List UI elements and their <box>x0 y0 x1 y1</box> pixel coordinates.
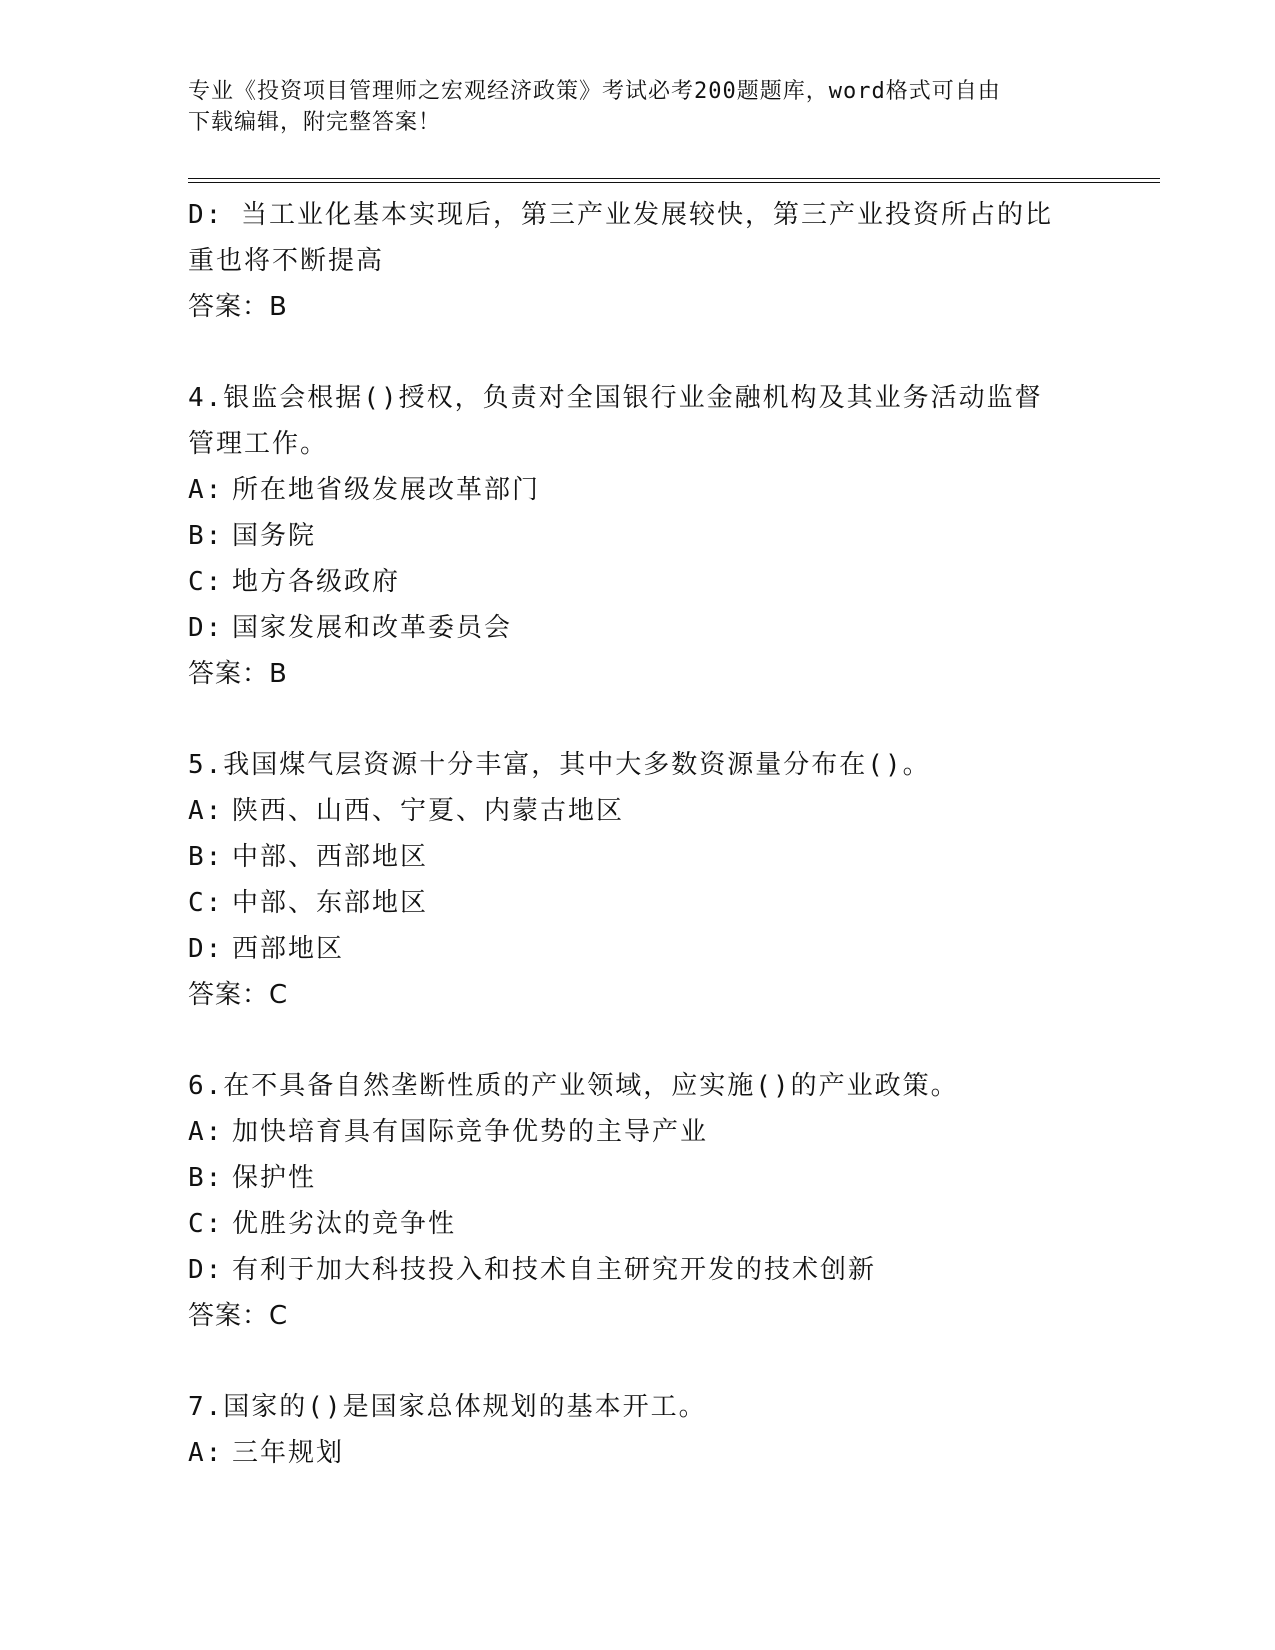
option-key: C: <box>188 567 224 597</box>
option-key: A: <box>188 1438 224 1468</box>
option-key: C: <box>188 1209 224 1239</box>
header-divider-bottom <box>188 182 1160 183</box>
question-stem-continued: 管理工作。 <box>188 429 329 459</box>
option-text: 三年规划 <box>232 1438 345 1468</box>
question-block-5 <box>188 742 1088 1018</box>
option-text: 有利于加大科技投入和技术自主研究开发的技术创新 <box>232 1255 877 1285</box>
option-d <box>188 605 1088 651</box>
option-a <box>188 788 1088 834</box>
option-key: D: <box>188 1255 224 1285</box>
answer-label: 答案：C <box>188 980 289 1010</box>
question-stem: 6.在不具备自然垄断性质的产业领域，应实施()的产业政策。 <box>188 1071 959 1101</box>
question-block-4 <box>188 375 1088 697</box>
question-block-6 <box>188 1063 1088 1339</box>
option-text: 优胜劣汰的竞争性 <box>232 1209 457 1239</box>
header-line-1: 专业《投资项目管理师之宏观经济政策》考试必考200题题库，word格式可自由 <box>188 79 1001 104</box>
option-d-line-2: 重也将不断提高 <box>188 246 385 276</box>
option-key: D: <box>188 934 224 964</box>
question-stem: 5.我国煤气层资源十分丰富，其中大多数资源量分布在()。 <box>188 750 931 780</box>
question-block-7 <box>188 1384 1088 1476</box>
option-d <box>188 1247 1088 1293</box>
answer-label: 答案：B <box>188 292 288 322</box>
option-text: 西部地区 <box>232 934 345 964</box>
document-header <box>188 76 1078 138</box>
option-b <box>188 1155 1088 1201</box>
option-text: 中部、东部地区 <box>232 888 429 918</box>
option-a <box>188 467 1088 513</box>
answer-label: 答案：C <box>188 1301 289 1331</box>
option-text: 保护性 <box>232 1163 317 1193</box>
option-key: A: <box>188 475 224 505</box>
option-b <box>188 834 1088 880</box>
option-key: D: <box>188 613 224 643</box>
option-a <box>188 1430 1088 1476</box>
question-block-3-tail <box>188 192 1088 330</box>
option-text: 国务院 <box>232 521 317 551</box>
option-a <box>188 1109 1088 1155</box>
option-key: A: <box>188 1117 224 1147</box>
answer-label: 答案：B <box>188 659 288 689</box>
option-key: C: <box>188 888 224 918</box>
option-text: 加快培育具有国际竞争优势的主导产业 <box>232 1117 709 1147</box>
option-text: 陕西、山西、宁夏、内蒙古地区 <box>232 796 625 826</box>
option-c <box>188 1201 1088 1247</box>
header-divider-top <box>188 178 1160 179</box>
option-text: 国家发展和改革委员会 <box>232 613 513 643</box>
option-d-line-1: D: 当工业化基本实现后，第三产业发展较快，第三产业投资所占的比 <box>188 200 1053 230</box>
question-stem: 7.国家的()是国家总体规划的基本开工。 <box>188 1392 707 1422</box>
option-b <box>188 513 1088 559</box>
option-d <box>188 926 1088 972</box>
option-c <box>188 559 1088 605</box>
option-c <box>188 880 1088 926</box>
question-stem: 4.银监会根据()授权，负责对全国银行业金融机构及其业务活动监督 <box>188 383 1043 413</box>
option-text: 地方各级政府 <box>232 567 401 597</box>
option-text: 中部、西部地区 <box>232 842 429 872</box>
question-list <box>188 192 1088 1476</box>
option-key: A: <box>188 796 224 826</box>
option-key: B: <box>188 842 224 872</box>
option-key: B: <box>188 521 224 551</box>
option-key: B: <box>188 1163 224 1193</box>
header-line-2: 下载编辑，附完整答案！ <box>188 110 442 135</box>
option-text: 所在地省级发展改革部门 <box>232 475 541 505</box>
